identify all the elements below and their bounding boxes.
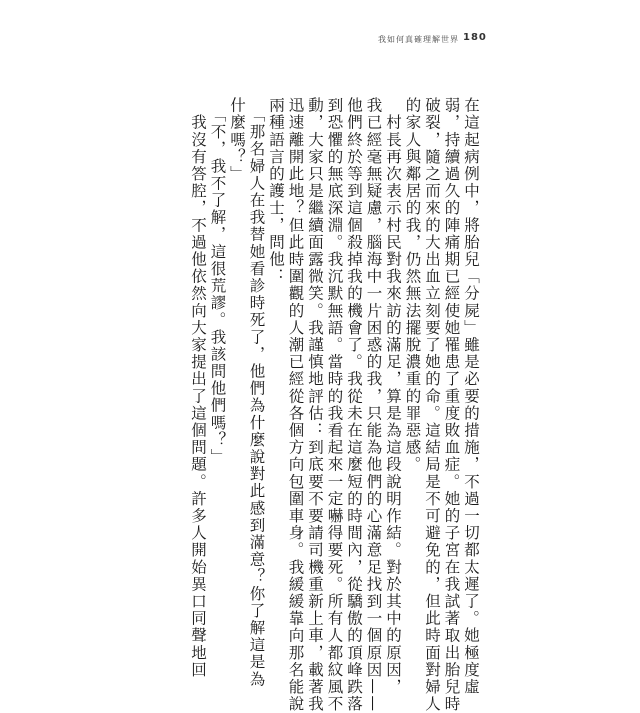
text-line: 的家人與鄰居的我，仍然無法擺脫濃重的罪惡感。 <box>403 97 422 474</box>
text-line: 在這起病例中，將胎兒「分屍」雖是必要的措施，不過一切都太遲了。她極度虛 <box>462 97 480 696</box>
text-line: 到恐懼的無底深淵。我沉默無語。當時的我看起來一定嚇得要死。所有人都紋風不 <box>325 97 344 713</box>
text-line: 弱，持續過久的陣痛期已經使她罹患了重度敗血症。她的子宮在我試著取出胎兒時 <box>442 97 461 713</box>
text-line: 動，大家只是繼續面露微笑。我謹慎地評估：到底要不要請司機重新上車，載著我 <box>306 97 324 713</box>
body-text <box>189 97 480 713</box>
text-line: 「那名婦人在我替她看診時死了，他們為什麼說對此感到滿意？你了解這是為 <box>247 97 266 688</box>
running-title: 我如何真確理解世界 <box>378 35 459 44</box>
text-line: 我已經毫無疑慮，腦海中一片困惑的我，只能為他們的心滿意足找到一個原因—— <box>364 97 383 713</box>
text-line: 兩種語言的護士，問他： <box>267 97 285 286</box>
text-line: 什麼嗎？」 <box>228 97 246 183</box>
text-line: 我沒有答腔，不過他依然向大家提出了這個問題。許多人開始異口同聲地回 <box>189 97 207 679</box>
text-line: 迅速離開此地？但此時圍觀的人潮已經從各個方向包圍車身。我緩緩靠向那名能說 <box>286 97 305 713</box>
page-number: 180 <box>463 32 487 43</box>
text-line: 破裂，隨之而來的大出血立刻要了她的命。這結局是不可避免的，但此時面對婦人 <box>423 97 441 713</box>
text-line: 他們終於等到這個殺掉我的機會了。我從未在這麼短的時間內，從驕傲的頂峰跌落 <box>345 97 363 713</box>
text-line: 「不，我不了解，這很荒謬。我該問他們嗎？」 <box>208 97 227 466</box>
text-line: 村長再次表示村民對我來訪的滿足，算是為這段說明作結。對於其中的原因， <box>384 97 402 696</box>
